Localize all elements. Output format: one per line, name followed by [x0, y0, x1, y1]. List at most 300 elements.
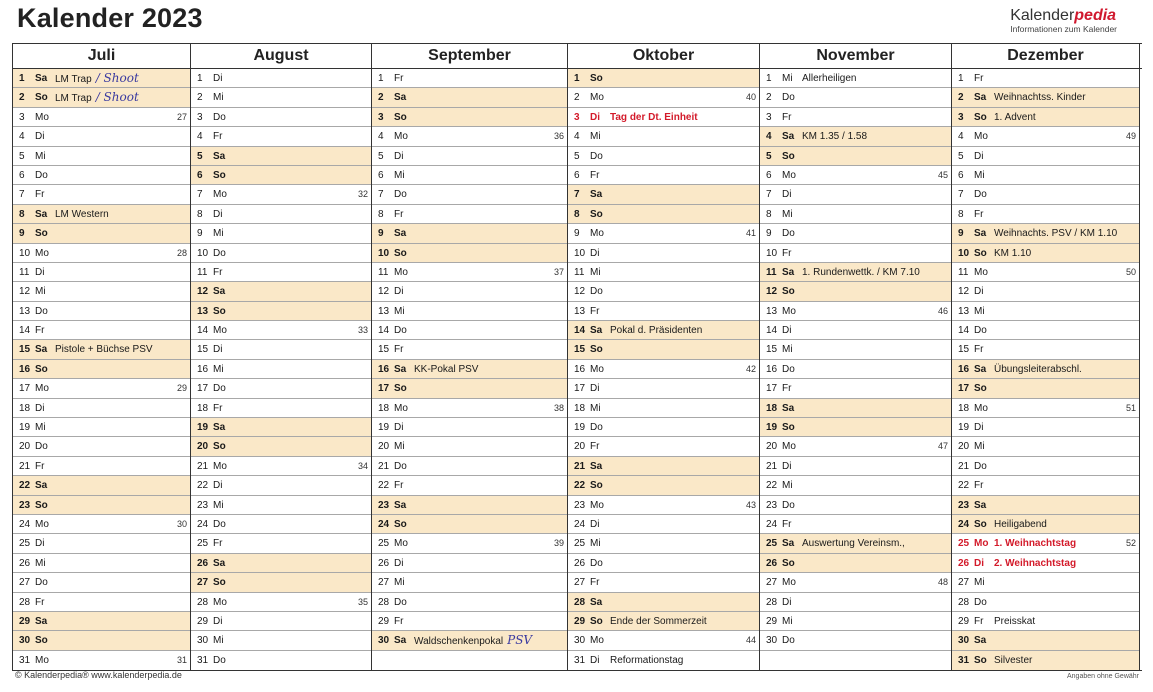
day-row [568, 534, 759, 553]
weekday: Mo [35, 247, 49, 259]
holiday-label [994, 534, 1076, 553]
weekday: Do [35, 305, 48, 317]
weekday: Do [394, 596, 407, 608]
day-number: 9 [574, 228, 580, 240]
day-number: 30 [574, 635, 586, 647]
event-note [802, 263, 920, 282]
day-row [568, 457, 759, 476]
day-number: 21 [19, 460, 31, 472]
day-number: 13 [197, 305, 209, 317]
weekday: Mo [35, 383, 49, 395]
day-number: 15 [574, 344, 586, 356]
day-row [568, 69, 759, 88]
day-number: 10 [766, 247, 778, 259]
weekday: Fr [35, 460, 45, 472]
day-row [952, 205, 1139, 224]
day-row [191, 263, 371, 282]
month-name-5: Dezember [952, 44, 1140, 68]
weekday: Mi [590, 266, 601, 278]
weekday: Mi [782, 73, 793, 84]
day-number: 30 [378, 635, 390, 647]
day-number: 12 [378, 286, 390, 298]
day-number: 20 [378, 441, 390, 453]
day-number: 21 [574, 460, 586, 472]
day-row [13, 573, 190, 592]
weekday: Di [35, 538, 45, 550]
weekday: So [213, 169, 226, 181]
day-number: 25 [19, 538, 31, 550]
day-number: 9 [378, 228, 384, 240]
day-row [760, 224, 951, 243]
week-number: 27 [176, 111, 187, 122]
weekday: Fr [590, 577, 600, 589]
week-number: 47 [937, 441, 948, 452]
day-number: 11 [19, 266, 30, 278]
week-number: 45 [937, 169, 948, 180]
day-number: 15 [766, 344, 778, 356]
day-row [13, 496, 190, 515]
day-number: 27 [197, 577, 209, 589]
weekday: So [590, 615, 603, 627]
day-number: 10 [378, 247, 390, 259]
day-number: 7 [19, 189, 25, 201]
day-number: 31 [197, 654, 209, 666]
day-number: 23 [197, 499, 209, 511]
day-row [952, 399, 1139, 418]
day-number: 20 [574, 441, 586, 453]
weekday: Di [782, 460, 792, 472]
day-number: 28 [958, 596, 970, 608]
day-number: 27 [19, 577, 31, 589]
weekday: Di [590, 383, 600, 395]
weekday: Mi [35, 557, 46, 569]
note-text: 1. Rundenwettk. / KM 7.10 [802, 266, 920, 278]
day-row [952, 534, 1139, 553]
weekday: Mi [35, 286, 46, 298]
weekday: Mo [213, 460, 227, 472]
day-row [372, 360, 567, 379]
week-number: 52 [1125, 538, 1136, 549]
day-row [952, 244, 1139, 263]
note-text: Tag der Dt. Einheit [610, 111, 698, 123]
day-number: 4 [19, 131, 25, 143]
weekday: Mo [394, 402, 408, 414]
day-row [372, 282, 567, 301]
day-number: 8 [574, 208, 580, 220]
weekday: Sa [974, 635, 987, 647]
day-row [568, 651, 759, 670]
day-number: 9 [19, 228, 25, 240]
day-row [372, 340, 567, 359]
day-row [568, 379, 759, 398]
day-number: 9 [197, 228, 203, 240]
brand-tagline: Informationen zum Kalender [1010, 24, 1117, 34]
note-text: 2. Weihnachtstag [994, 557, 1077, 569]
weekday: Sa [974, 228, 987, 240]
note-text: Pokal d. Präsidenten [610, 325, 703, 337]
day-row [191, 185, 371, 204]
day-row [568, 593, 759, 612]
weekday: Mo [35, 654, 49, 666]
week-number: 28 [176, 247, 187, 258]
day-row [760, 631, 951, 650]
weekday: Fr [35, 596, 45, 608]
day-row [372, 515, 567, 534]
weekday: Mi [974, 441, 985, 453]
day-number: 2 [197, 92, 203, 104]
day-row [372, 418, 567, 437]
day-number: 3 [378, 111, 384, 123]
weekday: Do [974, 189, 987, 201]
day-number: 20 [766, 441, 778, 453]
day-number: 25 [378, 538, 390, 550]
weekday: So [974, 654, 987, 666]
weekday: Fr [590, 305, 600, 317]
holiday-label [610, 108, 698, 127]
weekday: So [394, 247, 407, 259]
weekday: So [782, 150, 795, 162]
day-row [760, 515, 951, 534]
note-text: Weihnachtss. Kinder [994, 92, 1086, 104]
note-text: LM Western [55, 208, 109, 220]
weekday: Di [974, 422, 984, 434]
day-row [191, 593, 371, 612]
day-number: 1 [19, 73, 25, 84]
weekday: Sa [590, 460, 603, 472]
week-number: 36 [553, 131, 564, 142]
day-number: 23 [766, 499, 778, 511]
day-row [13, 185, 190, 204]
brand-name-part2: pedia [1074, 7, 1117, 24]
day-number: 14 [766, 325, 778, 337]
day-row [13, 515, 190, 534]
weekday: So [213, 305, 226, 317]
weekday: Sa [782, 266, 795, 278]
week-number: 31 [176, 654, 187, 665]
note-text: LM Trap [55, 93, 92, 105]
weekday: Sa [213, 286, 226, 298]
weekday: Do [782, 363, 795, 375]
weekday: Mi [213, 499, 224, 511]
day-row [952, 651, 1139, 670]
weekday: Mi [782, 480, 793, 492]
day-number: 10 [574, 247, 586, 259]
day-row [568, 437, 759, 456]
day-row [13, 205, 190, 224]
month-column-1 [191, 69, 372, 670]
day-number: 10 [197, 247, 209, 259]
month-column-5 [952, 69, 1140, 670]
weekday: Sa [213, 557, 226, 569]
weekday: Fr [213, 538, 223, 550]
week-number: 46 [937, 305, 948, 316]
day-number: 20 [197, 441, 209, 453]
day-number: 18 [766, 402, 778, 414]
day-row [372, 224, 567, 243]
day-number: 6 [378, 169, 384, 181]
day-number: 16 [958, 363, 970, 375]
day-row [952, 593, 1139, 612]
weekday: Sa [590, 596, 603, 608]
note-text: Reformationstag [610, 654, 684, 666]
day-number: 12 [958, 286, 970, 298]
day-number: 17 [574, 383, 586, 395]
day-number: 18 [197, 402, 209, 414]
day-row [13, 554, 190, 573]
weekday: So [394, 383, 407, 395]
day-number: 14 [378, 325, 390, 337]
day-row [760, 282, 951, 301]
weekday: Di [974, 286, 984, 298]
weekday: Do [974, 325, 987, 337]
day-number: 28 [197, 596, 209, 608]
day-number: 29 [766, 615, 778, 627]
day-number: 6 [958, 169, 964, 181]
day-row [568, 612, 759, 631]
week-number: 51 [1125, 402, 1136, 413]
day-row [952, 496, 1139, 515]
day-number: 21 [378, 460, 390, 472]
event-note [802, 127, 867, 146]
day-number: 13 [958, 305, 970, 317]
day-number: 22 [958, 480, 970, 492]
weekday: So [394, 518, 407, 530]
weekday: Fr [394, 73, 404, 84]
weekday: Di [394, 150, 404, 162]
weekday: Sa [974, 499, 987, 511]
weekday: So [590, 73, 603, 84]
weekday: Mo [35, 518, 49, 530]
day-row [13, 244, 190, 263]
day-row [191, 515, 371, 534]
weekday: Do [974, 460, 987, 472]
day-row [760, 379, 951, 398]
day-row [191, 340, 371, 359]
day-row [568, 108, 759, 127]
day-number: 18 [574, 402, 586, 414]
weekday: Mo [213, 325, 227, 337]
note-text: Pistole + Büchse PSV [55, 344, 153, 356]
weekday: Sa [590, 325, 603, 337]
day-row [191, 224, 371, 243]
day-row [372, 147, 567, 166]
day-number: 15 [958, 344, 970, 356]
day-row [372, 88, 567, 107]
day-row [372, 302, 567, 321]
day-number: 6 [574, 169, 580, 181]
day-number: 16 [766, 363, 778, 375]
day-row [568, 418, 759, 437]
day-row [13, 360, 190, 379]
day-number: 7 [766, 189, 772, 201]
day-row [760, 340, 951, 359]
day-row [952, 108, 1139, 127]
day-row [952, 166, 1139, 185]
event-note [994, 88, 1086, 107]
day-row [952, 147, 1139, 166]
day-number: 8 [19, 208, 25, 220]
day-row [568, 340, 759, 359]
day-number: 14 [958, 325, 970, 337]
day-number: 10 [19, 247, 31, 259]
weekday: Mi [35, 422, 46, 434]
day-row [760, 612, 951, 631]
day-number: 5 [958, 150, 964, 162]
day-row [760, 147, 951, 166]
weekday: Do [213, 111, 226, 123]
weekday: Fr [782, 111, 792, 123]
weekday: So [35, 635, 48, 647]
day-row [191, 108, 371, 127]
weekday: Mi [974, 169, 985, 181]
day-number: 18 [19, 402, 31, 414]
day-number: 17 [378, 383, 390, 395]
day-number: 2 [958, 92, 964, 104]
day-number: 4 [197, 131, 203, 143]
week-number: 42 [745, 363, 756, 374]
day-row [372, 476, 567, 495]
day-number: 25 [766, 538, 778, 550]
day-row [13, 379, 190, 398]
event-note [55, 88, 139, 107]
note-text: 1. Weihnachtstag [994, 538, 1077, 550]
day-row [13, 457, 190, 476]
day-row [191, 651, 371, 670]
weekday: Fr [394, 344, 404, 356]
week-number: 34 [357, 460, 368, 471]
day-row [372, 612, 567, 631]
day-row [191, 534, 371, 553]
note-text: Allerheiligen [802, 73, 857, 84]
day-row [372, 185, 567, 204]
weekday: Fr [974, 73, 984, 84]
day-row [191, 496, 371, 515]
weekday: Sa [35, 615, 48, 627]
day-row [760, 127, 951, 146]
day-number: 8 [766, 208, 772, 220]
holiday-label [994, 554, 1076, 573]
day-number: 31 [19, 654, 31, 666]
weekday: Di [213, 208, 223, 220]
day-number: 16 [378, 363, 390, 375]
day-number: 9 [958, 228, 964, 240]
day-number: 7 [378, 189, 384, 201]
weekday: Mo [974, 131, 988, 143]
day-row [13, 476, 190, 495]
day-row [760, 554, 951, 573]
day-number: 30 [197, 635, 209, 647]
day-number: 29 [19, 615, 31, 627]
weekday: Mo [590, 635, 604, 647]
weekday: So [35, 92, 48, 104]
weekday: Do [213, 654, 226, 666]
weekday: Fr [974, 615, 984, 627]
day-number: 8 [197, 208, 203, 220]
day-row [760, 360, 951, 379]
weekday: Mi [35, 150, 46, 162]
day-row [568, 244, 759, 263]
handwritten-note: PSV [507, 633, 533, 648]
month-column-3 [568, 69, 760, 670]
weekday: Di [590, 247, 600, 259]
weekday: Do [590, 150, 603, 162]
weekday: So [974, 383, 987, 395]
day-row [13, 651, 190, 670]
day-number: 25 [958, 538, 970, 550]
weekday: Mo [394, 538, 408, 550]
day-row [191, 244, 371, 263]
event-note [994, 651, 1032, 670]
day-number: 21 [766, 460, 778, 472]
day-row [13, 437, 190, 456]
weekday: Fr [590, 441, 600, 453]
weekday: Do [782, 635, 795, 647]
day-row [372, 496, 567, 515]
weekday: Sa [394, 228, 407, 240]
weekday: Sa [590, 189, 603, 201]
month-column-2 [372, 69, 568, 670]
day-row [760, 476, 951, 495]
day-number: 23 [958, 499, 970, 511]
footer-disclaimer: Angaben ohne Gewähr [1067, 673, 1139, 680]
weekday: So [974, 247, 987, 259]
day-number: 3 [766, 111, 772, 123]
weekday: Fr [590, 169, 600, 181]
day-row [952, 612, 1139, 631]
weekday: Mo [394, 266, 408, 278]
day-row [13, 127, 190, 146]
day-number: 23 [19, 499, 31, 511]
day-number: 13 [378, 305, 390, 317]
day-row [13, 534, 190, 553]
weekday: Sa [213, 422, 226, 434]
weekday: Mo [974, 266, 988, 278]
day-number: 18 [958, 402, 970, 414]
day-number: 19 [958, 422, 970, 434]
weekday: Di [974, 557, 984, 569]
weekday: Mi [782, 344, 793, 356]
weekday: Fr [394, 615, 404, 627]
day-number: 29 [378, 615, 390, 627]
week-number: 48 [937, 577, 948, 588]
weekday: Mo [394, 131, 408, 143]
day-row [760, 302, 951, 321]
day-row [13, 108, 190, 127]
day-row [568, 476, 759, 495]
calendar-grid [12, 43, 1142, 671]
day-number: 16 [574, 363, 586, 375]
event-note [802, 534, 905, 553]
day-number: 22 [766, 480, 778, 492]
day-row [760, 108, 951, 127]
day-number: 31 [574, 654, 586, 666]
day-number: 25 [197, 538, 209, 550]
weekday: So [35, 499, 48, 511]
day-number: 26 [574, 557, 586, 569]
day-number: 3 [19, 111, 25, 123]
week-number: 35 [357, 596, 368, 607]
day-row [760, 69, 951, 88]
day-number: 8 [958, 208, 964, 220]
day-row [191, 282, 371, 301]
month-name-0: Juli [13, 44, 191, 68]
day-row [952, 302, 1139, 321]
day-row [952, 554, 1139, 573]
weekday: Sa [974, 363, 987, 375]
weekday: Sa [394, 363, 407, 375]
day-number: 4 [378, 131, 384, 143]
day-row [760, 166, 951, 185]
